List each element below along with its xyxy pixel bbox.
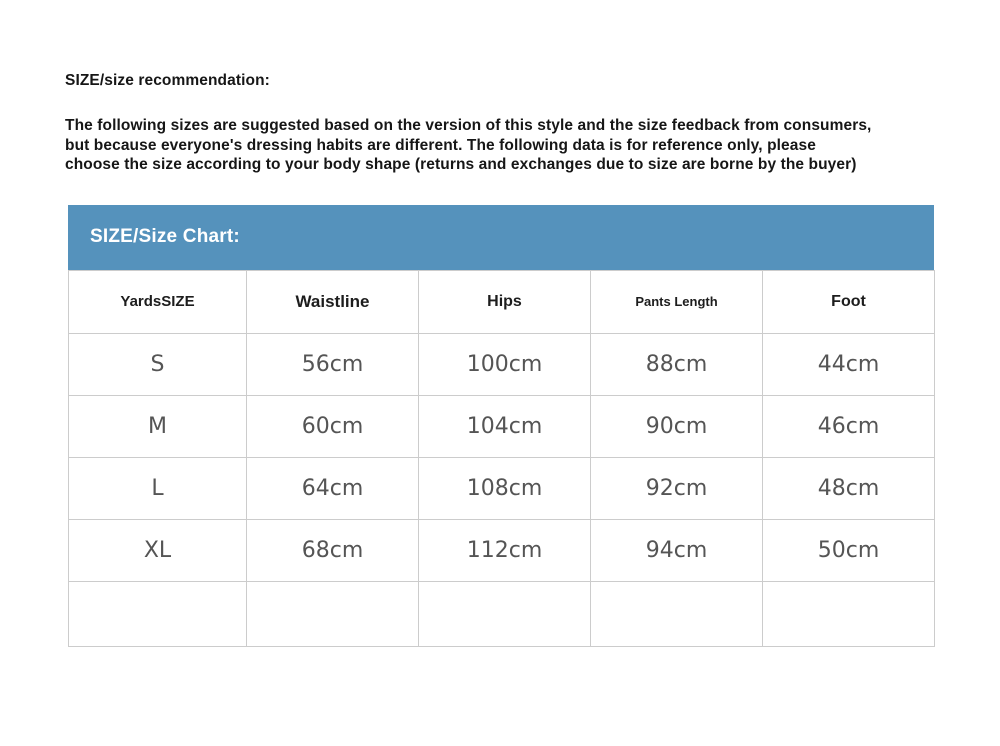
cell-waistline: 60cm: [247, 395, 419, 457]
cell-empty: [763, 581, 935, 646]
column-header-foot: Foot: [763, 270, 935, 333]
cell-pants-length: 94cm: [591, 519, 763, 581]
cell-size: L: [69, 457, 247, 519]
cell-foot: 44cm: [763, 333, 935, 395]
cell-size: S: [69, 333, 247, 395]
table-row-size-xl: [69, 519, 935, 581]
size-chart-header-bar: [68, 205, 934, 270]
disclaimer-line-2: but because everyone's dressing habits are different. The following data is for reference only, please: [65, 136, 816, 154]
size-chart-title: SIZE/Size Chart:: [90, 226, 240, 247]
cell-foot: 48cm: [763, 457, 935, 519]
column-header-waistline: Waistline: [247, 270, 419, 333]
cell-hips: 108cm: [419, 457, 591, 519]
cell-pants-length: 92cm: [591, 457, 763, 519]
cell-hips: 104cm: [419, 395, 591, 457]
column-header-pants-length: Pants Length: [591, 270, 763, 333]
column-header-hips: Hips: [419, 270, 591, 333]
cell-pants-length: 88cm: [591, 333, 763, 395]
cell-foot: 46cm: [763, 395, 935, 457]
cell-hips: 112cm: [419, 519, 591, 581]
size-disclaimer: [65, 116, 945, 175]
table-row-empty: [69, 581, 935, 646]
page: [0, 72, 1000, 746]
cell-waistline: 56cm: [247, 333, 419, 395]
cell-empty: [247, 581, 419, 646]
cell-hips: 100cm: [419, 333, 591, 395]
table-row-size-l: [69, 457, 935, 519]
cell-empty: [69, 581, 247, 646]
cell-empty: [591, 581, 763, 646]
size-chart-section: [68, 205, 934, 647]
disclaimer-line-3: choose the size according to your body shape (returns and exchanges due to size are borne by the buyer): [65, 156, 857, 173]
table-row-size-s: [69, 333, 935, 395]
cell-pants-length: 90cm: [591, 395, 763, 457]
cell-empty: [419, 581, 591, 646]
table-row-size-m: [69, 395, 935, 457]
page-title: SIZE/size recommendation:: [65, 72, 270, 89]
cell-size: M: [69, 395, 247, 457]
cell-waistline: 64cm: [247, 457, 419, 519]
column-header-size: YardsSIZE: [69, 270, 247, 333]
cell-foot: 50cm: [763, 519, 935, 581]
cell-waistline: 68cm: [247, 519, 419, 581]
cell-size: XL: [69, 519, 247, 581]
disclaimer-line-1: The following sizes are suggested based on the version of this style and the size feedback from consumers,: [65, 117, 872, 134]
size-table: [68, 270, 935, 647]
size-table-header-row: [69, 270, 935, 333]
size-recommendation-document: [0, 72, 1000, 746]
